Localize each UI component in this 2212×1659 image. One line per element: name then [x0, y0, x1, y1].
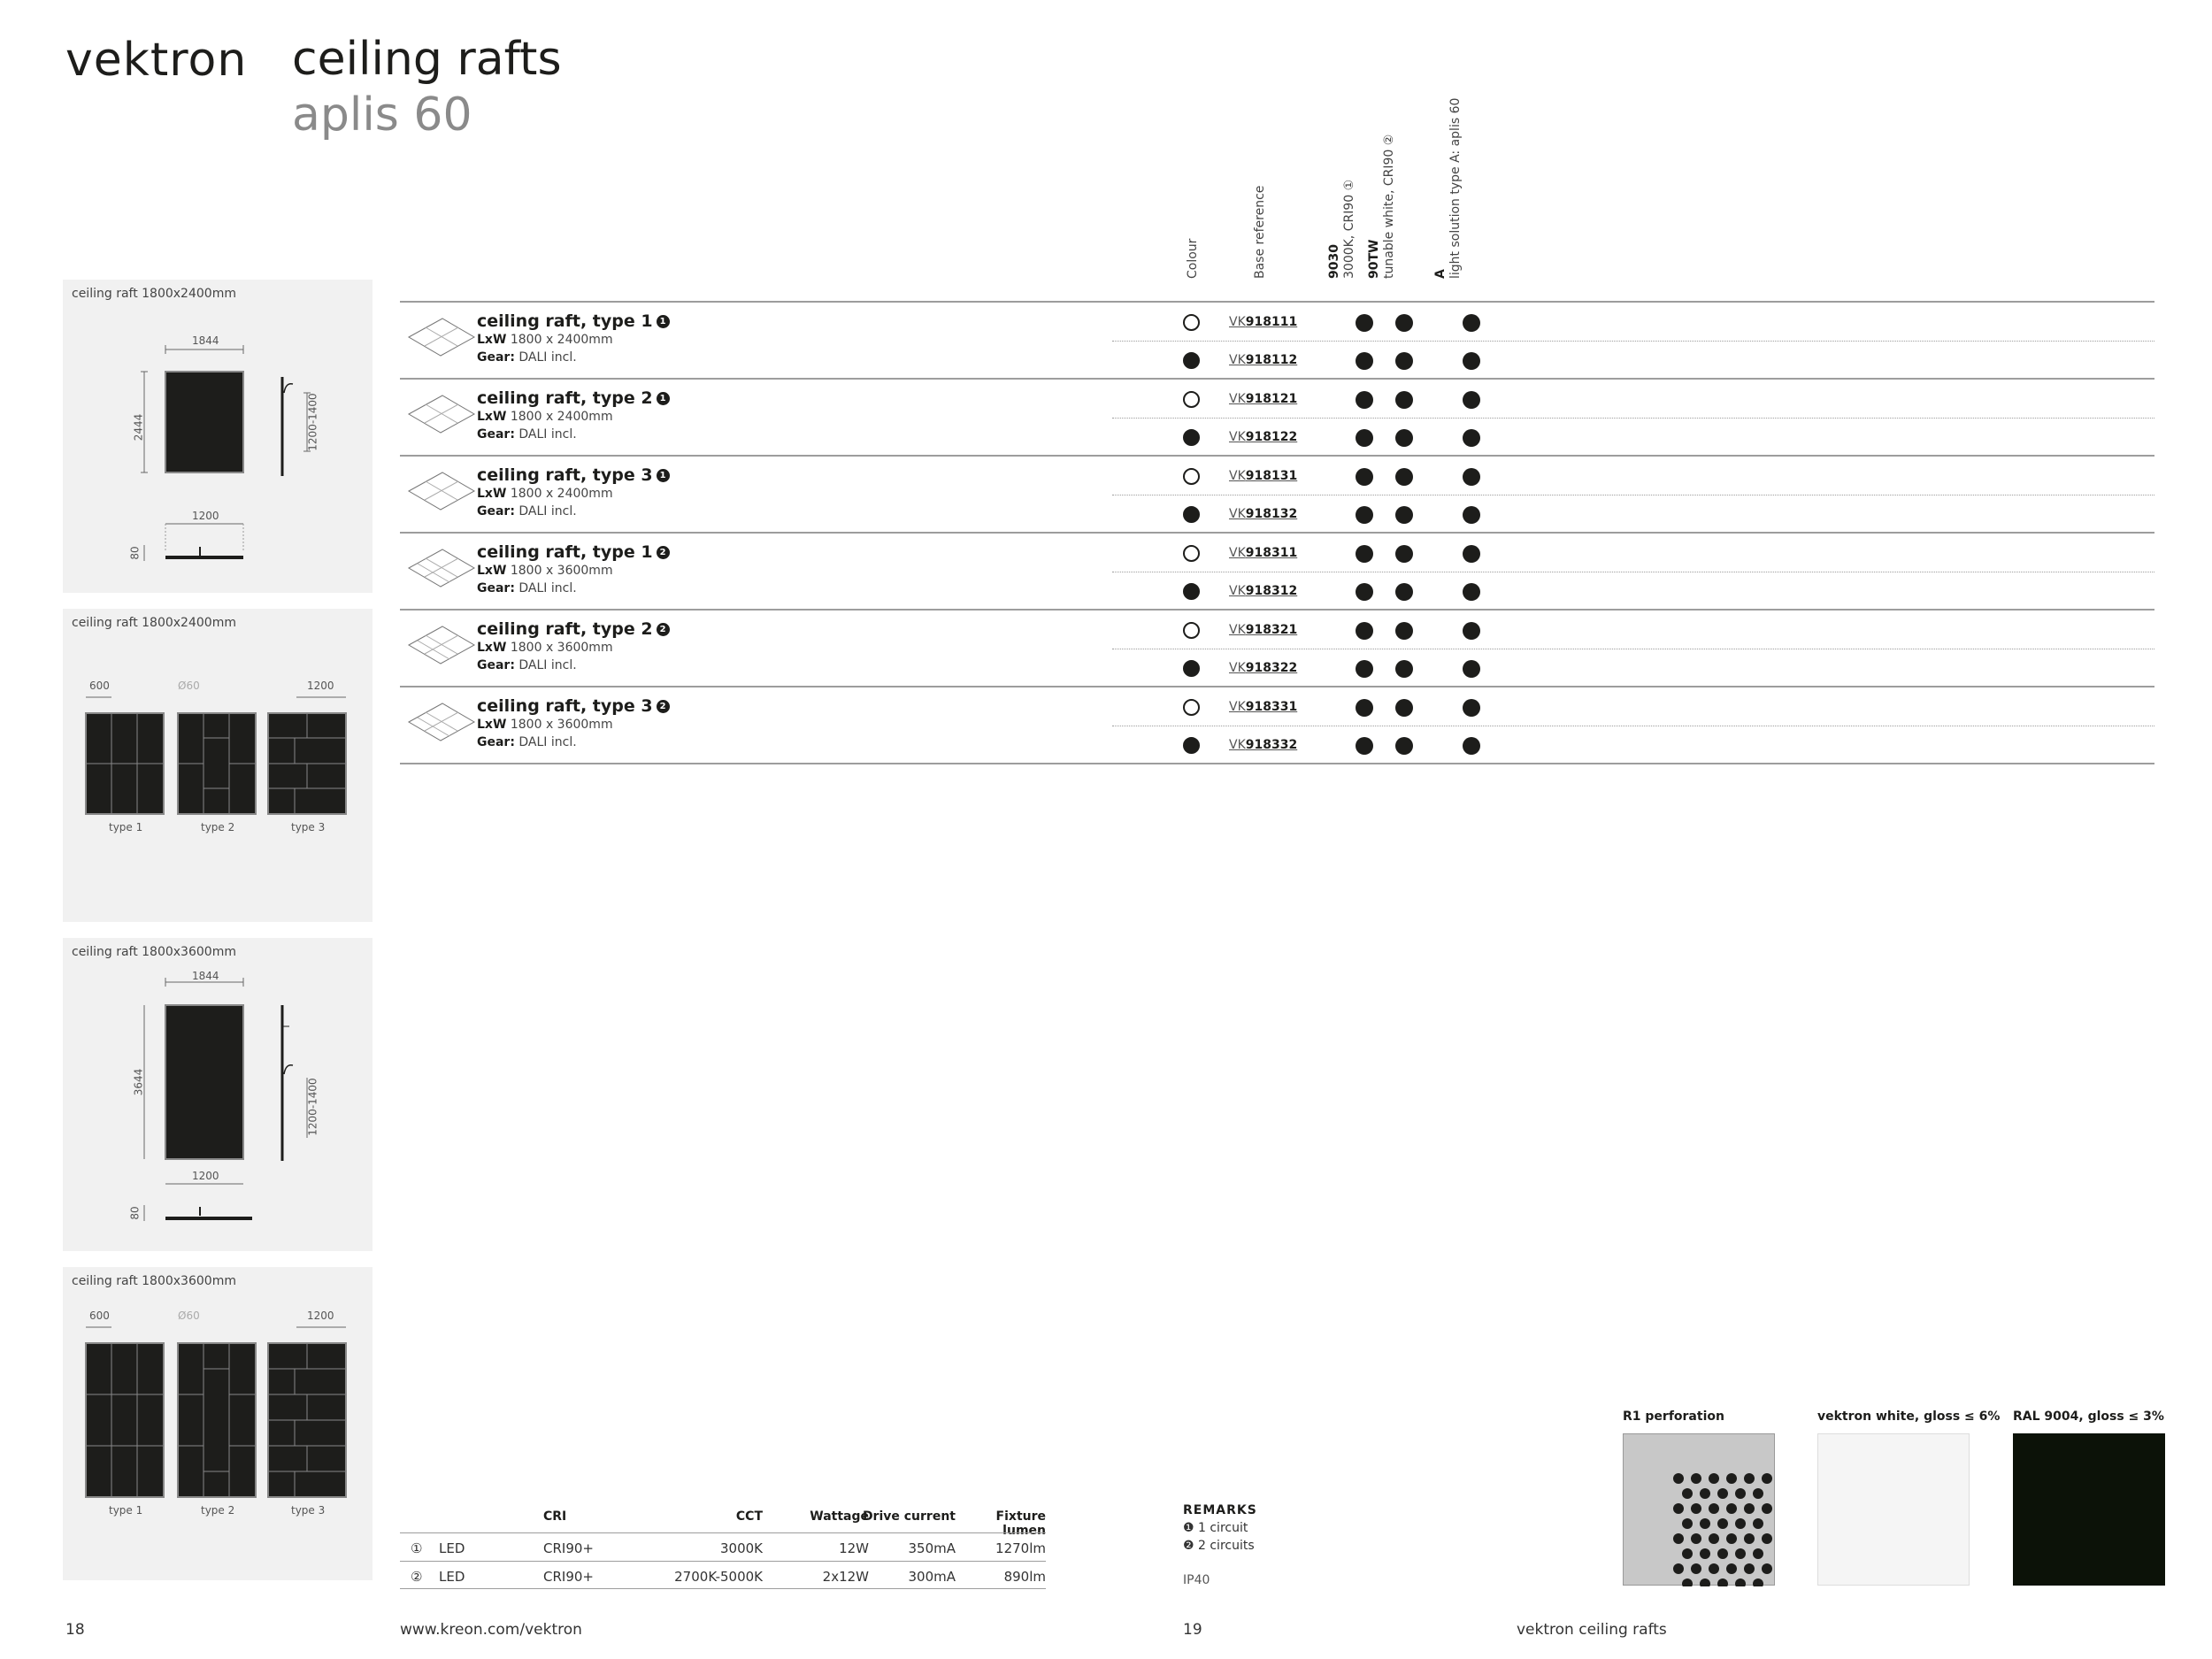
- swatch-white: [1817, 1433, 1970, 1586]
- option-9030-dot: [1356, 468, 1373, 486]
- variant-divider: [1112, 341, 2154, 342]
- spec-row-lumen: 1270lm: [995, 1540, 1046, 1556]
- base-reference-link[interactable]: VK918312: [1229, 584, 1298, 598]
- option-a-dot: [1463, 622, 1480, 640]
- spec-table-row: [400, 1561, 1046, 1589]
- product-name: ceiling raft, type 2 2: [477, 619, 670, 639]
- colour-white-icon: [1183, 699, 1200, 716]
- product-gear: Gear: DALI incl.: [477, 504, 577, 518]
- product-gear: Gear: DALI incl.: [477, 427, 577, 442]
- option-90tw-dot: [1395, 583, 1413, 601]
- base-reference-link[interactable]: VK918122: [1229, 430, 1298, 444]
- type-label-2: type 2: [201, 821, 235, 833]
- spec-row-lumen: 890lm: [1003, 1569, 1046, 1585]
- panel-label: ceiling raft 1800x3600mm: [72, 945, 236, 959]
- option-a-dot: [1463, 583, 1480, 601]
- option-a-dot: [1463, 506, 1480, 524]
- type2-raft: [178, 1343, 256, 1497]
- product-gear: Gear: DALI incl.: [477, 658, 577, 672]
- page-number-right: 19: [1183, 1621, 1202, 1639]
- swatch-label-black: RAL 9004, gloss ≤ 3%: [2013, 1409, 2164, 1424]
- row-divider: [400, 455, 2154, 457]
- base-reference-link[interactable]: VK918321: [1229, 623, 1298, 637]
- circuit-badge: 2: [657, 546, 670, 559]
- dimension-panel-3600: [63, 938, 373, 1251]
- spec-table-row: [400, 1532, 1046, 1561]
- option-90tw-dot: [1395, 699, 1413, 717]
- circuit-badge: 2: [657, 700, 670, 713]
- option-90tw-dot: [1395, 468, 1413, 486]
- panel-label: ceiling raft 1800x2400mm: [72, 287, 236, 301]
- product-dimensions: LxW 1800 x 2400mm: [477, 487, 613, 501]
- dimension-drawing-2400: [63, 280, 373, 593]
- type3-raft: [268, 713, 346, 814]
- option-90tw-dot: [1395, 660, 1413, 678]
- dim-width: 1844: [192, 334, 219, 347]
- circuit-badge: 1: [657, 392, 670, 405]
- option-90tw-dot: [1395, 737, 1413, 755]
- product-name: ceiling raft, type 3 1: [477, 465, 670, 485]
- option-90tw-dot: [1395, 545, 1413, 563]
- base-reference-link[interactable]: VK918132: [1229, 507, 1298, 521]
- spec-col-current: Drive current: [862, 1509, 956, 1524]
- spec-table: [400, 1504, 1046, 1589]
- col-90tw-desc: tunable white, CRI90 ②: [1382, 134, 1396, 279]
- colour-black-icon: [1183, 583, 1200, 600]
- option-9030-dot: [1356, 545, 1373, 563]
- option-9030-dot: [1356, 622, 1373, 640]
- page-title: ceiling rafts: [292, 33, 562, 86]
- option-90tw-dot: [1395, 506, 1413, 524]
- base-reference-link[interactable]: VK918112: [1229, 353, 1298, 367]
- row-divider: [400, 378, 2154, 380]
- colour-black-icon: [1183, 737, 1200, 754]
- product-name: ceiling raft, type 3 2: [477, 696, 670, 716]
- option-a-dot: [1463, 660, 1480, 678]
- dim-height: 2444: [132, 413, 145, 442]
- type-label-3: type 3: [291, 1504, 326, 1517]
- option-90tw-dot: [1395, 314, 1413, 332]
- spec-row-wattage: 12W: [839, 1540, 869, 1556]
- colour-white-icon: [1183, 314, 1200, 331]
- raft-thumbnail-icon: [407, 315, 476, 359]
- base-reference-link[interactable]: VK918111: [1229, 315, 1298, 329]
- circuit-badge: 2: [657, 623, 670, 636]
- colour-black-icon: [1183, 429, 1200, 446]
- types-drawing-2400: [63, 609, 373, 922]
- row-divider: [400, 686, 2154, 687]
- option-90tw-dot: [1395, 622, 1413, 640]
- dim-depth: 80: [128, 1206, 142, 1220]
- types-panel-3600: [63, 1267, 373, 1580]
- spec-col-lumen: Fixture lumen: [995, 1509, 1046, 1538]
- spec-col-cct: CCT: [735, 1509, 763, 1524]
- col-9030-code: 9030: [1327, 244, 1341, 279]
- spec-col-wattage: Wattage: [810, 1509, 869, 1524]
- spec-row-source: LED: [439, 1540, 465, 1556]
- option-9030-dot: [1356, 699, 1373, 717]
- col-9030-desc: 3000K, CRI90 ①: [1342, 179, 1356, 279]
- type-label-1: type 1: [109, 821, 143, 833]
- dim-suspension: 1200-1400: [306, 1078, 319, 1136]
- remarks-block: [1183, 1502, 1257, 1555]
- dim-600: 600: [89, 680, 110, 692]
- page-subtitle: aplis 60: [292, 88, 472, 142]
- spec-row-cct: 3000K: [719, 1540, 763, 1556]
- col-base-ref-label: Base reference: [1253, 185, 1267, 279]
- col-header-base-reference: [1251, 97, 1272, 279]
- colour-white-icon: [1183, 391, 1200, 408]
- remark-item-1: ❶ 1 circuit: [1183, 1521, 1248, 1535]
- product-dimensions: LxW 1800 x 3600mm: [477, 718, 613, 732]
- type1-raft: [86, 713, 164, 814]
- colour-black-icon: [1183, 352, 1200, 369]
- types-panel-2400: [63, 609, 373, 922]
- product-dimensions: LxW 1800 x 2400mm: [477, 333, 613, 347]
- spec-row-id: ②: [411, 1569, 423, 1585]
- footer-section: vektron ceiling rafts: [1517, 1621, 1667, 1639]
- product-gear: Gear: DALI incl.: [477, 735, 577, 749]
- perforation-pattern: [1624, 1434, 1776, 1586]
- ip-rating: IP40: [1183, 1573, 1210, 1587]
- option-9030-dot: [1356, 391, 1373, 409]
- row-divider: [400, 532, 2154, 534]
- spec-row-wattage: 2x12W: [822, 1569, 869, 1585]
- remarks-title: REMARKS: [1183, 1503, 1257, 1517]
- option-a-dot: [1463, 391, 1480, 409]
- dim-1200: 1200: [307, 680, 334, 692]
- dim-height: 3644: [132, 1068, 145, 1096]
- raft-thumbnail-icon: [407, 623, 476, 667]
- option-9030-dot: [1356, 352, 1373, 370]
- spec-row-current: 350mA: [908, 1540, 956, 1556]
- spec-row-cri: CRI90+: [543, 1540, 594, 1556]
- option-a-dot: [1463, 545, 1480, 563]
- base-reference-link[interactable]: VK918311: [1229, 546, 1298, 560]
- option-a-dot: [1463, 429, 1480, 447]
- dimension-drawing-3600: [63, 938, 373, 1251]
- base-reference-link[interactable]: VK918332: [1229, 738, 1298, 752]
- type1-raft: [86, 1343, 164, 1497]
- spec-col-cri: CRI: [543, 1509, 567, 1524]
- dim-depth: 80: [128, 546, 142, 560]
- raft-thumbnail-icon: [407, 469, 476, 513]
- product-name: ceiling raft, type 2 1: [477, 388, 670, 408]
- dim-suspension: 1200-1400: [306, 393, 319, 451]
- product-dimensions: LxW 1800 x 3600mm: [477, 564, 613, 578]
- swatch-black: [2013, 1433, 2165, 1586]
- spec-row-cct: 2700K-5000K: [674, 1569, 763, 1585]
- type2-raft: [178, 713, 256, 814]
- option-9030-dot: [1356, 314, 1373, 332]
- product-name: ceiling raft, type 1 2: [477, 542, 670, 562]
- variant-divider: [1112, 418, 2154, 419]
- option-a-dot: [1463, 314, 1480, 332]
- footer-url[interactable]: www.kreon.com/vektron: [400, 1621, 582, 1639]
- product-gear: Gear: DALI incl.: [477, 350, 577, 365]
- product-dimensions: LxW 1800 x 3600mm: [477, 641, 613, 655]
- row-divider: [400, 301, 2154, 303]
- col-a-code: A: [1433, 269, 1448, 279]
- product-name: ceiling raft, type 1 1: [477, 311, 670, 331]
- option-90tw-dot: [1395, 391, 1413, 409]
- dim-600: 600: [89, 1310, 110, 1322]
- option-90tw-dot: [1395, 352, 1413, 370]
- option-a-dot: [1463, 699, 1480, 717]
- spec-row-source: LED: [439, 1569, 465, 1585]
- type-label-1: type 1: [109, 1504, 143, 1517]
- row-divider: [400, 763, 2154, 764]
- dim-side-width: 1200: [192, 1170, 219, 1182]
- option-9030-dot: [1356, 506, 1373, 524]
- swatch-perforation: [1623, 1433, 1775, 1586]
- option-a-dot: [1463, 468, 1480, 486]
- col-header-9030: [1327, 97, 1363, 279]
- dimension-panel-2400: [63, 280, 373, 593]
- base-reference-link[interactable]: VK918131: [1229, 469, 1298, 483]
- col-colour-label: Colour: [1186, 238, 1200, 279]
- option-90tw-dot: [1395, 429, 1413, 447]
- base-reference-link[interactable]: VK918322: [1229, 661, 1298, 675]
- option-9030-dot: [1356, 583, 1373, 601]
- col-90tw-code: 90TW: [1367, 239, 1381, 279]
- raft-thumbnail-icon: [407, 392, 476, 436]
- circuit-badge: 1: [657, 315, 670, 328]
- spec-row-cri: CRI90+: [543, 1569, 594, 1585]
- dim-width: 1844: [192, 970, 219, 982]
- swatch-label-white: vektron white, gloss ≤ 6%: [1817, 1409, 2001, 1424]
- option-9030-dot: [1356, 737, 1373, 755]
- remark-item-2: ❷ 2 circuits: [1183, 1539, 1255, 1553]
- type3-raft: [268, 1343, 346, 1497]
- base-reference-link[interactable]: VK918121: [1229, 392, 1298, 406]
- colour-white-icon: [1183, 545, 1200, 562]
- raft-thumbnail-icon: [407, 700, 476, 744]
- spec-table-header: [400, 1504, 1046, 1538]
- circuit-badge: 1: [657, 469, 670, 482]
- panel-label: ceiling raft 1800x3600mm: [72, 1274, 236, 1288]
- brand-title: vektron: [65, 34, 248, 87]
- type-label-3: type 3: [291, 821, 326, 833]
- product-dimensions: LxW 1800 x 2400mm: [477, 410, 613, 424]
- col-header-a: [1433, 97, 1469, 279]
- option-9030-dot: [1356, 429, 1373, 447]
- spec-row-id: ①: [411, 1540, 423, 1556]
- option-a-dot: [1463, 737, 1480, 755]
- page-number-left: 18: [65, 1621, 85, 1639]
- product-gear: Gear: DALI incl.: [477, 581, 577, 595]
- colour-black-icon: [1183, 660, 1200, 677]
- col-header-colour: [1184, 97, 1205, 279]
- dim-60: Ø60: [178, 1310, 200, 1322]
- colour-black-icon: [1183, 506, 1200, 523]
- colour-white-icon: [1183, 622, 1200, 639]
- raft-thumbnail-icon: [407, 546, 476, 590]
- row-divider: [400, 609, 2154, 611]
- dim-1200: 1200: [307, 1310, 334, 1322]
- type-label-2: type 2: [201, 1504, 235, 1517]
- dim-side-width: 1200: [192, 510, 219, 522]
- dim-60: Ø60: [178, 680, 200, 692]
- spec-row-current: 300mA: [908, 1569, 956, 1585]
- colour-white-icon: [1183, 468, 1200, 485]
- option-a-dot: [1463, 352, 1480, 370]
- base-reference-link[interactable]: VK918331: [1229, 700, 1298, 714]
- col-a-desc: light solution type A: aplis 60: [1448, 97, 1463, 279]
- swatch-label-perforation: R1 perforation: [1623, 1409, 1724, 1424]
- col-header-90tw: [1367, 97, 1402, 279]
- panel-label: ceiling raft 1800x2400mm: [72, 616, 236, 630]
- option-9030-dot: [1356, 660, 1373, 678]
